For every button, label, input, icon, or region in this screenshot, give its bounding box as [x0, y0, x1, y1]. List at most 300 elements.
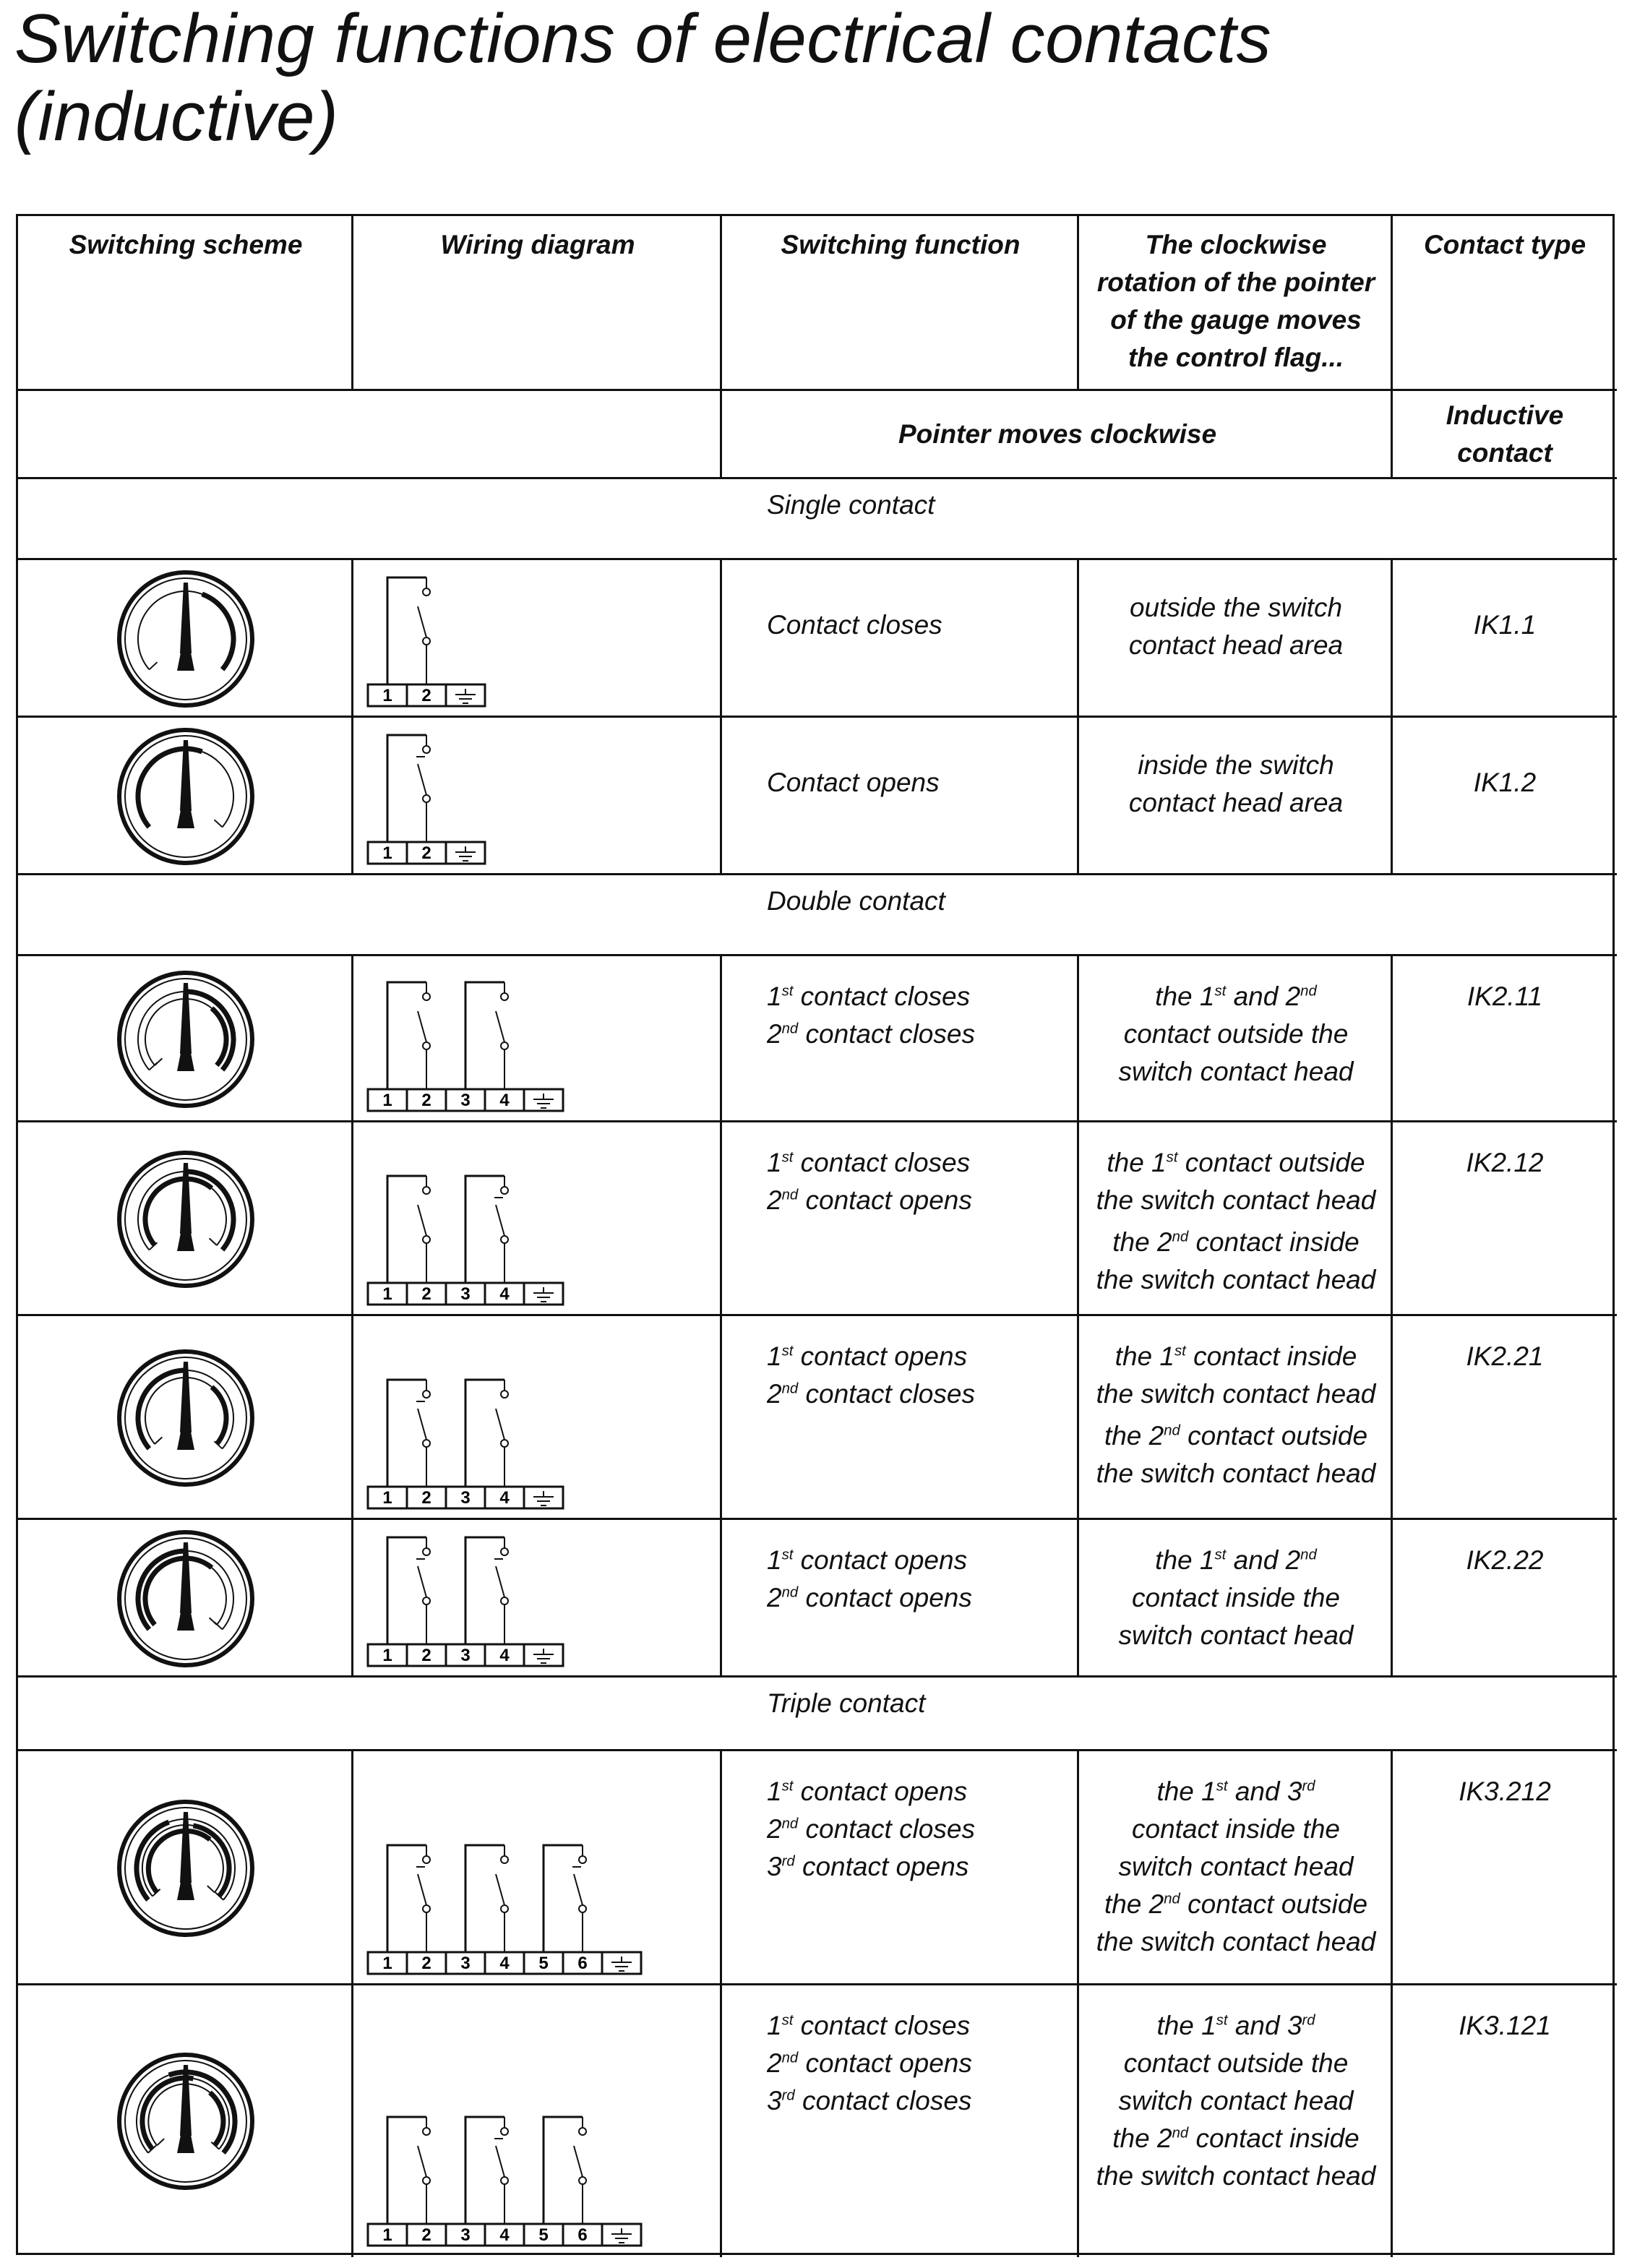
flag-line	[1079, 1417, 1393, 1455]
terminal-number: 2	[421, 1954, 431, 1973]
contact-terminal	[423, 2177, 430, 2184]
flag-description-IK2.22	[1079, 1520, 1393, 1678]
contact-wire	[387, 577, 426, 684]
text-run: switch contact head	[1118, 1057, 1354, 1086]
gauge-pointer-base	[177, 1229, 194, 1251]
text-run: contact inside	[1185, 1341, 1357, 1371]
ordinal-suffix: st	[1216, 1778, 1228, 1795]
switch-blade	[496, 1874, 504, 1905]
terminal-number: 4	[499, 1646, 510, 1665]
text-run: contact outside the	[1123, 2048, 1349, 2078]
contact-wire	[387, 1380, 426, 1487]
flag-line	[1079, 784, 1393, 822]
switch-blade	[418, 2146, 426, 2177]
function-line	[767, 1810, 1079, 1848]
contact-type-IK3.121	[1393, 1985, 1617, 2257]
contact-terminal	[423, 2128, 430, 2135]
section-label-single	[767, 479, 1375, 560]
wiring-diagram	[364, 1832, 660, 1980]
ordinal-suffix: rd	[1302, 1778, 1315, 1795]
contact-type-id: IK3.121	[1459, 2011, 1551, 2040]
gauge-end-tick	[155, 1058, 162, 1065]
flag-line	[1079, 2157, 1393, 2195]
switching-table	[16, 214, 1615, 2255]
flag-line	[1079, 1144, 1393, 1182]
terminal-number: 5	[538, 2225, 549, 2245]
gauge-icon	[106, 559, 265, 718]
text-run: contact opens	[798, 1583, 972, 1612]
flag-line	[1079, 1338, 1393, 1375]
switching-function-IK2.12	[767, 1122, 1079, 1316]
text-run: contact opens	[793, 1777, 968, 1806]
header-pointer-moves	[722, 391, 1393, 479]
text-run: contact outside	[1180, 1889, 1368, 1919]
text-run: the switch contact head	[1096, 1927, 1376, 1956]
wiring-diagram	[364, 1524, 580, 1672]
gauge-pointer-base	[177, 1878, 194, 1900]
ordinal-suffix: st	[1214, 983, 1227, 1000]
text-run: 2	[767, 1379, 782, 1409]
ordinal-suffix: nd	[781, 1021, 799, 1037]
contact-terminal	[501, 1440, 508, 1447]
contact-terminal	[423, 993, 430, 1000]
contact-wire	[387, 2117, 426, 2224]
switching-function-IK2.11	[767, 956, 1079, 1122]
text-run: contact head area	[1128, 630, 1344, 660]
ordinal-suffix: st	[1166, 1149, 1178, 1166]
text-run: contact closes	[798, 1019, 975, 1049]
terminal-number: 4	[499, 1488, 510, 1508]
ordinal-suffix: nd	[781, 2050, 799, 2066]
contact-type-id: IK1.2	[1473, 768, 1537, 797]
contact-terminal	[423, 1856, 430, 1863]
flag-line	[1079, 2045, 1393, 2082]
header-switching-function	[722, 216, 1079, 391]
ordinal-suffix: nd	[1172, 1229, 1189, 1245]
function-line	[767, 1144, 1079, 1182]
contact-terminal	[501, 1905, 508, 1912]
function-line	[767, 1542, 1079, 1579]
ordinal-suffix: rd	[1302, 2012, 1315, 2029]
text-run: contact opens	[798, 2048, 972, 2078]
text-run: contact inside the	[1132, 1583, 1340, 1612]
text-run: the switch contact head	[1096, 1265, 1376, 1294]
terminal-number: 1	[382, 843, 392, 863]
ordinal-suffix: st	[781, 983, 794, 1000]
flag-line	[1079, 2082, 1393, 2120]
ordinal-suffix: st	[1174, 1343, 1186, 1359]
gauge-pointer-base	[177, 1609, 194, 1631]
text-run: 3	[767, 1852, 782, 1881]
text-run: the switch contact head	[1096, 1459, 1376, 1488]
ordinal-suffix: nd	[1164, 1422, 1180, 1439]
flag-line	[1079, 1542, 1393, 1579]
wiring-diagram	[364, 2104, 660, 2251]
text-run: 2	[767, 2048, 782, 2078]
contact-terminal	[423, 746, 430, 753]
gauge-end-tick	[155, 1437, 162, 1444]
ordinal-suffix: nd	[1164, 1891, 1180, 1907]
text-run: the 1	[1115, 1341, 1174, 1371]
contact-type-id: IK2.22	[1466, 1545, 1544, 1575]
contact-terminal	[501, 1187, 508, 1194]
header-contact-type	[1393, 216, 1617, 391]
text-run: 3	[767, 2086, 782, 2115]
contact-type-IK2.22	[1393, 1520, 1617, 1678]
contact-terminal	[423, 1042, 430, 1049]
flag-line	[1079, 1261, 1393, 1299]
text-run: and 3	[1227, 1777, 1302, 1806]
switching-function-IK1.2	[767, 718, 1079, 875]
wiring-diagram	[364, 1367, 580, 1514]
terminal-number: 4	[499, 1954, 510, 1973]
text-run: 1	[767, 1341, 782, 1371]
header-label: Switching function	[781, 230, 1021, 259]
text-run: switch contact head	[1118, 2086, 1354, 2115]
gauge-end-tick	[210, 1618, 217, 1625]
flag-line	[1079, 2007, 1393, 2045]
gauge-pointer	[180, 1812, 192, 1883]
terminal-number: 4	[499, 1284, 510, 1304]
flag-line	[1079, 627, 1393, 664]
gauge-pointer-base	[177, 1049, 194, 1071]
switch-blade	[418, 606, 426, 637]
contact-wire	[465, 1380, 504, 1487]
switching-function-IK3.121	[767, 1985, 1079, 2257]
text-run: 2	[767, 1583, 782, 1612]
flag-line	[1079, 1886, 1393, 1923]
terminal-number: 2	[421, 1646, 431, 1665]
header-line: rotation of the pointer	[1096, 267, 1375, 297]
text-run: 1	[767, 1777, 782, 1806]
gauge-icon	[106, 960, 265, 1119]
text-run: 1	[767, 2011, 782, 2040]
terminal-number: 2	[421, 1091, 431, 1110]
text-run: the 1	[1107, 1148, 1167, 1177]
terminal-number: 1	[382, 1284, 392, 1304]
contact-wire	[544, 1845, 583, 1952]
contact-type-id: IK3.212	[1459, 1777, 1551, 1806]
switch-blade	[496, 1205, 504, 1236]
function-line	[767, 2045, 1079, 2082]
gauge-end-tick	[210, 1238, 217, 1245]
flag-line	[1079, 1579, 1393, 1617]
section-label: Single contact	[767, 490, 935, 520]
switch-blade	[418, 1011, 426, 1042]
flag-line	[1079, 1617, 1393, 1654]
contact-terminal	[579, 2128, 586, 2135]
gauge-scale-thick	[145, 1558, 212, 1625]
flag-description-IK1.1	[1079, 560, 1393, 718]
text-run: contact outside	[1180, 1421, 1368, 1451]
gauge-end-tick	[215, 820, 223, 827]
text-run: Contact closes	[767, 610, 942, 640]
header-label: Switching scheme	[69, 230, 303, 259]
contact-terminal	[423, 1236, 430, 1243]
terminal-number: 1	[382, 1488, 392, 1508]
switch-blade	[496, 1566, 504, 1597]
title-line-2: (inductive)	[14, 78, 339, 155]
gauge-end-tick	[207, 1886, 215, 1892]
text-run: 1	[767, 981, 782, 1011]
flag-line	[1079, 1224, 1393, 1261]
text-run: contact closes	[798, 1379, 975, 1409]
terminal-number: 3	[460, 1646, 471, 1665]
switch-blade	[496, 2146, 504, 2177]
flag-description-IK3.212	[1079, 1751, 1393, 1985]
wiring-diagram	[364, 564, 501, 712]
terminal-number: 2	[421, 686, 431, 705]
flag-line	[1079, 1053, 1393, 1091]
flag-line	[1079, 978, 1393, 1015]
gauge-scale-thin	[138, 591, 202, 669]
header-line: contact	[1457, 438, 1552, 468]
terminal-number: 2	[421, 843, 431, 863]
contact-wire	[387, 1176, 426, 1283]
contact-terminal	[579, 2177, 586, 2184]
gauge-icon	[106, 2042, 265, 2201]
flag-description-IK1.2	[1079, 718, 1393, 875]
text-run: contact closes	[794, 2086, 972, 2115]
contact-type-id: IK2.21	[1466, 1341, 1544, 1371]
contact-terminal	[423, 1905, 430, 1912]
header-line: of the gauge moves	[1110, 305, 1362, 335]
gauge-scale-thin	[212, 1188, 226, 1245]
text-run: contact closes	[793, 1148, 971, 1177]
text-run: the 1	[1155, 1545, 1215, 1575]
terminal-number: 3	[460, 1954, 471, 1973]
terminal-number: 6	[577, 1954, 588, 1973]
gauge-scale-thin	[145, 1378, 212, 1444]
contact-wire	[387, 1537, 426, 1644]
contact-terminal	[579, 1905, 586, 1912]
gauge-scale-thick	[202, 594, 233, 669]
contact-wire	[465, 1537, 504, 1644]
header-switching-scheme	[18, 216, 353, 391]
function-line	[767, 1773, 1079, 1810]
text-run: contact outside	[1177, 1148, 1365, 1177]
ordinal-suffix: nd	[781, 1380, 799, 1397]
contact-terminal	[423, 1597, 430, 1605]
flag-line	[1079, 1810, 1393, 1848]
flag-line	[1079, 1923, 1393, 1961]
function-line	[767, 1182, 1079, 1219]
text-run: the 1	[1156, 1777, 1216, 1806]
switch-blade	[418, 1409, 426, 1440]
text-run: the switch contact head	[1096, 2161, 1376, 2191]
contact-terminal	[423, 1548, 430, 1555]
flag-description-IK2.12	[1079, 1122, 1393, 1316]
terminal-number: 3	[460, 1091, 471, 1110]
ordinal-suffix: st	[781, 1778, 794, 1795]
terminal-number: 1	[382, 1646, 392, 1665]
gauge-scale-thick	[148, 1831, 210, 1892]
text-run: contact outside the	[1123, 1019, 1349, 1049]
switch-blade	[418, 1566, 426, 1597]
gauge-scale-thick	[145, 1179, 212, 1245]
terminal-number: 4	[499, 1091, 510, 1110]
contact-terminal	[501, 1236, 508, 1243]
text-run: contact opens	[798, 1185, 972, 1215]
text-run: contact closes	[793, 981, 971, 1011]
contact-type-IK1.1	[1393, 560, 1617, 718]
function-line	[767, 606, 1079, 644]
contact-type-id: IK2.11	[1466, 981, 1543, 1011]
title-line-1: Switching functions of electrical contacts	[14, 0, 1272, 77]
flag-line	[1079, 1182, 1393, 1219]
contact-terminal	[579, 1856, 586, 1863]
function-line	[767, 764, 1079, 802]
function-line	[767, 978, 1079, 1015]
ordinal-suffix: nd	[781, 1816, 799, 1832]
text-run: outside the switch	[1129, 593, 1343, 622]
flag-line	[1079, 747, 1393, 784]
text-run: contact closes	[793, 2011, 971, 2040]
header-line: The clockwise	[1145, 230, 1327, 259]
contact-type-IK1.2	[1393, 718, 1617, 875]
contact-wire	[465, 1176, 504, 1283]
contact-type-id: IK1.1	[1473, 610, 1537, 640]
text-run: contact opens	[794, 1852, 969, 1881]
switch-blade	[418, 764, 426, 795]
gauge-icon	[106, 1519, 265, 1678]
text-run: and 2	[1226, 981, 1301, 1011]
text-run: 1	[767, 1148, 782, 1177]
ordinal-suffix: st	[1214, 1547, 1227, 1563]
contact-wire	[387, 982, 426, 1089]
contact-terminal	[423, 588, 430, 596]
ordinal-suffix: st	[781, 2012, 794, 2029]
terminal-number: 3	[460, 1284, 471, 1304]
gauge-end-tick	[149, 662, 157, 669]
header-label: Contact type	[1423, 230, 1586, 259]
ordinal-suffix: st	[781, 1343, 794, 1359]
contact-terminal	[423, 1187, 430, 1194]
switch-blade	[574, 1874, 583, 1905]
ordinal-suffix: nd	[781, 1187, 799, 1203]
ordinal-suffix: st	[1216, 2012, 1228, 2029]
contact-terminal	[423, 795, 430, 802]
terminal-number: 3	[460, 2225, 471, 2245]
contact-terminal	[423, 637, 430, 645]
gauge-pointer	[180, 583, 192, 653]
header-inductive-contact	[1393, 391, 1617, 479]
function-line	[767, 1338, 1079, 1375]
switching-function-IK2.21	[767, 1316, 1079, 1520]
header-rotation	[1079, 216, 1393, 391]
contact-type-id: IK2.12	[1466, 1148, 1544, 1177]
gauge-scale-thin	[148, 2084, 210, 2145]
switching-function-IK3.212	[767, 1751, 1079, 1985]
gauge-pointer-base	[177, 649, 194, 671]
function-line	[767, 1848, 1079, 1886]
contact-type-IK3.212	[1393, 1751, 1617, 1985]
flag-line	[1079, 1848, 1393, 1886]
ordinal-suffix: nd	[781, 1584, 799, 1601]
section-label-double	[767, 875, 1375, 956]
section-label-triple	[767, 1678, 1375, 1751]
terminal-number: 1	[382, 2225, 392, 2245]
contact-terminal	[501, 1548, 508, 1555]
terminal-number: 2	[421, 2225, 431, 2245]
terminal-number: 6	[577, 2225, 588, 2245]
contact-wire	[387, 735, 426, 842]
text-run: the 1	[1155, 981, 1215, 1011]
contact-terminal	[423, 1440, 430, 1447]
contact-terminal	[501, 2177, 508, 2184]
contact-wire	[387, 1845, 426, 1952]
contact-type-IK2.11	[1393, 956, 1617, 1122]
gauge-scale-thick	[212, 1008, 226, 1065]
switching-function-IK2.22	[767, 1520, 1079, 1678]
text-run: 2	[767, 1185, 782, 1215]
gauge-icon	[106, 717, 265, 876]
text-run: 2	[767, 1814, 782, 1844]
text-run: the 1	[1156, 2011, 1216, 2040]
text-run: inside the switch	[1138, 750, 1334, 780]
contact-terminal	[501, 993, 508, 1000]
gauge-scale-thick	[138, 749, 202, 827]
text-run: the 2	[1104, 1421, 1164, 1451]
contact-wire	[544, 2117, 583, 2224]
switching-function-IK1.1	[767, 560, 1079, 718]
terminal-number: 2	[421, 1488, 431, 1508]
text-run: the 2	[1112, 1227, 1172, 1257]
function-line	[767, 1375, 1079, 1413]
flag-description-IK2.11	[1079, 956, 1393, 1122]
gauge-pointer-base	[177, 2131, 194, 2153]
gauge-icon	[106, 1789, 265, 1948]
text-run: contact head area	[1128, 788, 1344, 817]
function-line	[767, 1015, 1079, 1053]
column-rule	[351, 558, 353, 875]
column-rule	[720, 954, 722, 1678]
ordinal-suffix: rd	[781, 1853, 795, 1870]
terminal-number: 4	[499, 2225, 510, 2245]
switch-blade	[418, 1874, 426, 1905]
header-line: the control flag...	[1128, 343, 1344, 372]
contact-terminal	[423, 1391, 430, 1398]
flag-line	[1079, 1773, 1393, 1810]
text-run: contact inside	[1188, 2123, 1360, 2153]
function-line	[767, 2082, 1079, 2120]
header-label: Pointer moves clockwise	[898, 419, 1217, 449]
gauge-icon	[106, 1140, 265, 1299]
ordinal-suffix: nd	[1300, 1547, 1317, 1563]
text-run: contact closes	[798, 1814, 975, 1844]
text-run: contact opens	[793, 1545, 968, 1575]
text-run: contact inside	[1188, 1227, 1360, 1257]
contact-wire	[465, 982, 504, 1089]
column-rule	[720, 558, 722, 875]
switch-blade	[496, 1011, 504, 1042]
ordinal-suffix: st	[781, 1547, 794, 1563]
terminal-number: 2	[421, 1284, 431, 1304]
text-run: switch contact head	[1118, 1852, 1354, 1881]
ordinal-suffix: st	[781, 1149, 794, 1166]
text-run: the 2	[1104, 1889, 1164, 1919]
switch-blade	[496, 1409, 504, 1440]
header-label: Wiring diagram	[440, 230, 635, 259]
text-run: Contact opens	[767, 768, 940, 797]
contact-terminal	[501, 1391, 508, 1398]
page-title	[14, 0, 1605, 156]
gauge-scale-thin	[202, 752, 233, 827]
function-line	[767, 1579, 1079, 1617]
terminal-number: 5	[538, 1954, 549, 1973]
gauge-pointer-base	[177, 807, 194, 828]
gauge-pointer-base	[177, 1428, 194, 1450]
